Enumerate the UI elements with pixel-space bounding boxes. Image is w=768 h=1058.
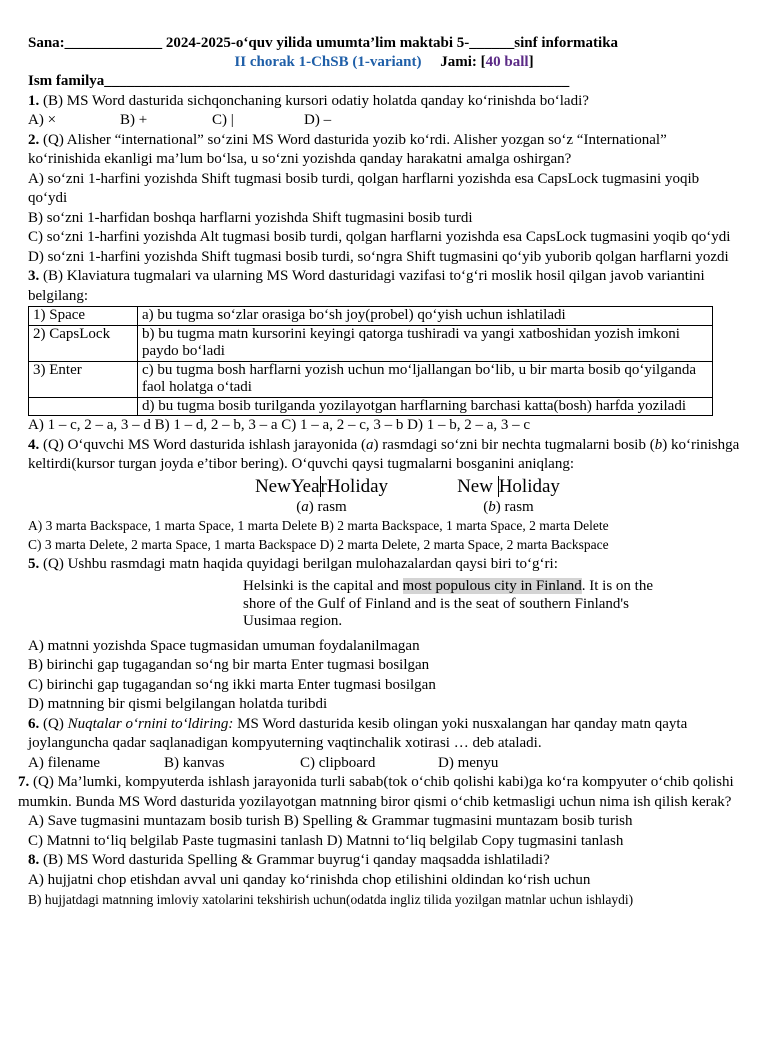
- question-7-options-cd: C) Matnni to‘liq belgilab Paste tugmasini tanlash D) Matnni to‘liq belgilab Copy tugmasini tanlash: [28, 832, 624, 849]
- key-cell: 3) Enter: [29, 361, 138, 397]
- figure-ref-b: b: [654, 436, 663, 453]
- question-number: 2.: [28, 131, 40, 148]
- question-3-options: A) 1 – c, 2 – a, 3 – d B) 1 – d, 2 – b, 3 – a C) 1 – a, 2 – c, 3 – b D) 1 – b, 2 – a, 3 – c: [28, 417, 531, 433]
- matching-table: [28, 306, 713, 416]
- option-b: B) +: [120, 112, 148, 128]
- key-cell: 1) Space: [29, 307, 138, 326]
- question-1-options: [28, 111, 740, 131]
- question-number: 1.: [28, 92, 40, 109]
- caption-letter: b: [488, 498, 496, 515]
- desc-cell: a) bu tugma so‘zlar orasiga bo‘sh joy(probel) qo‘yish uchun ishlatiladi: [138, 307, 713, 326]
- option-c: C) |: [212, 112, 234, 128]
- option-b: B) hujjatdagi matnning imloviy xatolarini tekshirish uchun(odatda ingliz tilida yozilgan matnlar uchun ishlaydi): [28, 892, 634, 907]
- header-subtitle-line: [28, 53, 740, 72]
- word-left: New: [457, 475, 498, 497]
- caption-open: (: [296, 498, 302, 515]
- table-row: [29, 307, 713, 326]
- word-left: NewYea: [254, 475, 320, 497]
- option-d: D) matnning bir qismi belgilangan holatda turibdi: [28, 696, 328, 712]
- question-6-options: [28, 754, 740, 774]
- question-6: [28, 715, 740, 754]
- option-b: B) birinchi gap tugagandan so‘ng bir marta Enter tugmasi bosilgan: [28, 657, 430, 673]
- header-date-line: Sana:_____________ 2024-2025-o‘quv yilida umumta’lim maktabi 5-______sinf informatika: [28, 35, 619, 51]
- para-highlight: most populous city in Finland: [402, 578, 582, 594]
- worksheet-page: [0, 34, 768, 1058]
- option-a: A) filename: [28, 754, 101, 771]
- option-d: D) menyu: [438, 754, 499, 771]
- option-d: D) so‘zni 1-harfini yozishda Shift tugmasi bosib turdi, so‘ngra Shift tugmasini qo‘yib yuborib qolgan harflarni yozdi: [28, 248, 729, 265]
- desc-cell: b) bu tugma matn kursorini keyingi qatorga tushiradi va yangi xatboshidan yozish imkoni paydo bo‘ladi: [138, 325, 713, 361]
- question-4-options-cd: C) 3 marta Delete, 2 marta Space, 1 marta Backspace D) 2 marta Delete, 2 marta Space, 2 marta Backspace: [28, 537, 609, 552]
- table-row: [29, 325, 713, 361]
- question-1: [28, 92, 740, 112]
- question-text: (B) Klaviatura tugmalari va ularning MS Word dasturidagi vazifasi to‘g‘ri moslik hosil qilgan javob variantini belgilang:: [28, 268, 705, 304]
- total-close: ]: [528, 54, 534, 70]
- table-row: [29, 397, 713, 416]
- option-a: A) so‘zni 1-harfini yozishda Shift tugmasi bosib turdi, qolgan harflarni yozishda esa CapsLock tugmasini yoqib qo‘ydi: [28, 170, 700, 206]
- total-label: Jami: [: [440, 54, 486, 70]
- option-c: C) clipboard: [300, 754, 376, 771]
- question-text: ) ko‘rinishga keltirdi(kursor turgan joyda e’tibor bering). O‘quvchi qaysi tugmalarni bosganini aniqlang:: [28, 436, 740, 472]
- caption-open: (: [483, 498, 489, 515]
- question-instruction: Nuqtalar o‘rnini to‘ldiring:: [67, 715, 234, 732]
- desc-cell: d) bu tugma bosib turilganda yozilayotgan harflarning barchasi katta(bosh) harfda yoziladi: [138, 397, 713, 416]
- question-number: 7.: [18, 774, 30, 790]
- option-a: A) matnni yozishda Space tugmasidan umuman foydalanilmagan: [28, 637, 420, 654]
- question-text: (Q) Ushbu rasmdagi matn haqida quyidagi berilgan mulohazalardan qaysi biri to‘g‘ri:: [39, 555, 558, 572]
- desc-cell: c) bu tugma bosh harflarni yozish uchun mo‘ljallangan bo‘lib, u bir marta bosib qo‘yilganda faol holatga o‘tadi: [138, 361, 713, 397]
- question-text: (B) MS Word dasturida Spelling & Grammar buyrug‘i qanday maqsadda ishlatiladi?: [39, 852, 550, 868]
- question-4-options-ab: A) 3 marta Backspace, 1 marta Space, 1 marta Delete B) 2 marta Backspace, 1 marta Space, 2 marta Delete: [28, 517, 609, 533]
- test-title: II chorak 1-ChSB (1-variant): [234, 54, 422, 70]
- question-7-options-ab: A) Save tugmasini muntazam bosib turish B) Spelling & Grammar tugmasini muntazam bosib turish: [28, 813, 633, 829]
- question-text: (Q): [39, 715, 68, 732]
- figure-a: [228, 476, 415, 516]
- question-text: (Q) O‘quvchi MS Word dasturida ishlash jarayonida (: [39, 436, 367, 453]
- name-line: Ism familya______________________________________________________________: [28, 73, 570, 89]
- word-right: Holiday: [498, 475, 560, 497]
- option-b: B) so‘zni 1-harfidan boshqa harflarni yozishda Shift tugmasini bosib turdi: [28, 209, 473, 226]
- option-d: D) –: [304, 112, 332, 128]
- question-number: 4.: [28, 436, 40, 453]
- question-text: (Q) Ma’lumki, kompyuterda ishlash jarayonida turli sabab(tok o‘chib qolishi kabi)ga ko‘ra kompyuter o‘chib qolishi mumkin. Bunda MS Word dasturida yozilayotgan matnning biror qismi o‘chib ketmasligi uchun nima ish qilish kerak?: [18, 774, 734, 810]
- question-number: 6.: [28, 715, 40, 732]
- option-c: C) so‘zni 1-harfini yozishda Alt tugmasi bosib turdi, qolgan harflarni yozishda esa CapsLock tugmasini yoqib qo‘ydi: [28, 229, 731, 245]
- key-cell: [29, 397, 138, 416]
- option-c: C) birinchi gap tugagandan so‘ng ikki marta Enter tugmasi bosilgan: [28, 676, 436, 693]
- caption-letter: a: [301, 498, 309, 515]
- question-number: 8.: [28, 852, 40, 868]
- option-a: A) hujjatni chop etishdan avval uni qanday ko‘rinishda chop etilishini oldindan ko‘rish uchun: [28, 871, 591, 888]
- question-2: [28, 131, 740, 170]
- question-number: 3.: [28, 268, 40, 284]
- option-a: A) ×: [28, 112, 57, 128]
- question-4-figures: [228, 476, 740, 516]
- table-row: [29, 361, 713, 397]
- question-4: [28, 436, 740, 475]
- question-text: MS Word dasturida kesib olingan yoki nusxalangan har qanday matn qayta joylanguncha qadar saqlanadigan kompyuterning vaqtinchalik xotirasi … deb ataladi.: [28, 715, 688, 751]
- caption-close: ) rasm: [308, 498, 347, 515]
- figure-b: [415, 476, 602, 516]
- para-text: Helsinki is the capital and: [243, 578, 403, 594]
- figure-ref-a: a: [366, 436, 374, 453]
- question-text: ) rasmdagi so‘zni bir nechta tugmalarni bosib (: [373, 436, 655, 453]
- figure-b-word: [415, 476, 602, 498]
- total-score: 40 ball: [485, 54, 529, 70]
- question-5-figure-text: [243, 578, 663, 631]
- word-right: rHoliday: [320, 475, 389, 497]
- question-3: [28, 267, 740, 306]
- figure-a-word: [228, 476, 415, 498]
- question-number: 5.: [28, 555, 40, 572]
- key-cell: 2) CapsLock: [29, 325, 138, 361]
- question-5: [28, 555, 740, 575]
- question-text: (B) MS Word dasturida sichqonchaning kursori odatiy holatda qanday ko‘rinishda bo‘ladi?: [39, 92, 589, 109]
- figure-a-caption: [228, 498, 415, 516]
- figure-b-caption: [415, 498, 602, 516]
- caption-close: ) rasm: [495, 498, 534, 515]
- para-text: . It is on the shore of the Gulf of Finland and is the seat of southern Finland's Uusimaa region.: [243, 578, 653, 629]
- question-8: [28, 851, 740, 871]
- question-7: [18, 773, 740, 812]
- question-text: (Q) Alisher “international” so‘zini MS Word dasturida yozib ko‘rdi. Alisher yozgan so‘z “International” ko‘rinishida ekanligi ma’lum bo‘lsa, u so‘zni yozishda qanday harakatni amalga oshirgan?: [28, 131, 667, 167]
- option-b: B) kanvas: [164, 754, 225, 771]
